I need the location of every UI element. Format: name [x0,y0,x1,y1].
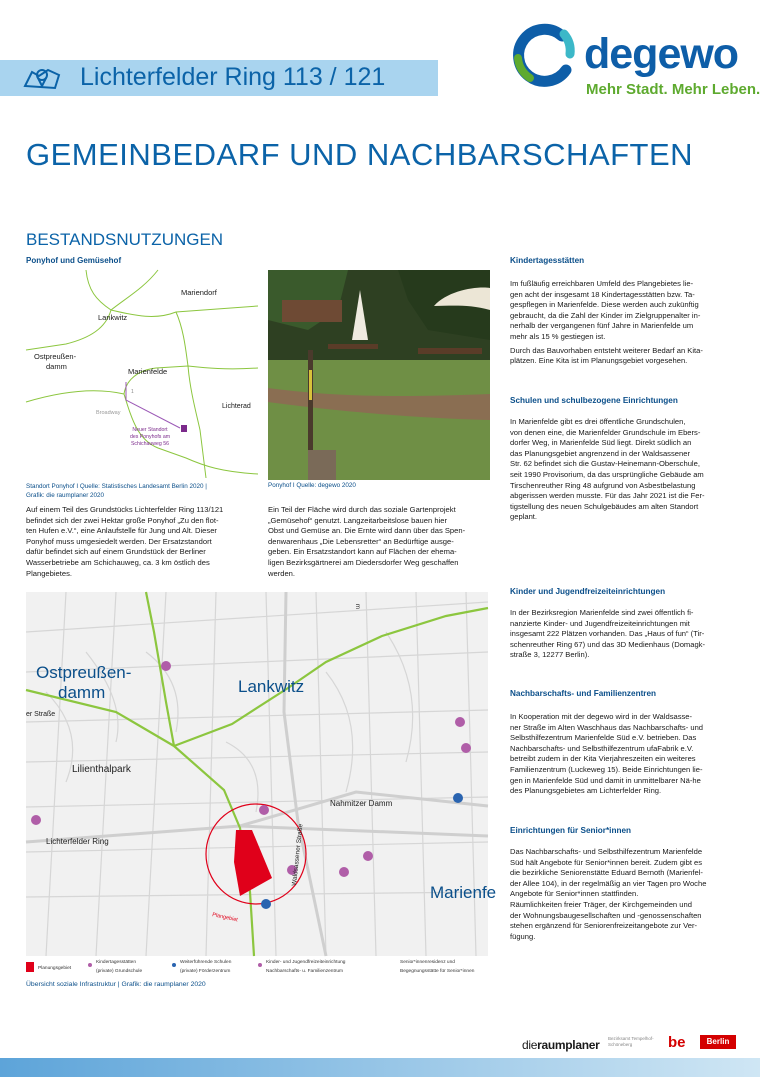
logo-tagline: Mehr Stadt. Mehr Leben. [586,81,760,98]
map-label-broadway: Broadway [96,410,121,416]
nachbar-text: In Kooperation mit der degewo wird in der Waldsasse- ner Straße im Alten Waschhaus das Nachbarschafts- und Selbsthilfezentrum Marienfelde Süd e.V. betrieben. Das Nachbarschafts- und Selbsthilfezentrum ufaFabrik e.V. betreibt zudem in der Kita Vierjahreszeiten ein weiteres Familienzentrum (Luckeweg 15). Beide Einrichtungen lie- gen in Marienfelde Süd und damit in unmittelbarer Nä-he des Planungsgebietes am Lichterfelder Ring. [510,712,704,796]
schulen-heading: Schulen und schulbezogene Einrichtungen [510,396,678,405]
schulen-text: In Marienfelde gibt es drei öffentliche Grundschulen, von denen eine, die Marienfelder Grundschule im Ebers- dorfer Weg, in Marienfelde Süd liegt. Direkt südlich an das Planungsgebiet angrenzend in der Waldsassener Str. 62 befindet sich die Gustav-Heinemann-Oberschule, seit 1990 Provisorium, da das ursprüngliche Gebäude am Tirschenreuther Ring 48 aufgrund von Asbestbelastung abgerissen werden musste. Für das Jahr 2021 ist die Fer- tigstellung des neuen Schulgebäudes am alten Standort geplant. [510,417,705,522]
map-label-ostpreussendamm-1: Ostpreußen- [34,352,77,361]
ponyhof-photo [268,270,490,480]
legend-schulen-2: (private) Förderzentrum [180,969,231,974]
map-label-mariendorf: Mariendorf [181,288,217,297]
bigmap-label-top: m [354,604,360,609]
jugend-heading: Kinder und Jugendfreizeiteinrichtungen [510,587,666,596]
bigmap-label-waldsassener: Waldsassener Straße [291,823,305,887]
legend-senior-1: Senior*innenresidenz und [400,960,455,965]
neuer-standort-label-1: Neuer Standort [132,427,168,433]
ponyhof-text-left: Auf einem Teil des Grundstücks Lichterfelder Ring 113/121 befindet sich der zwei Hektar große Ponyhof „Zu den flot- ten Hufen e.V.“, eine Anlaufstelle für Jung und Alt. Dieser Ponyhof muss umgesiedelt werden. Der Ersatzstandort dafür befindet sich auf einem Grundstück der Berliner Wasserbetriebe am Schichauweg, ca. 3 km östlich des Plangebietes. [26,505,224,578]
main-title: GEMEINBEDARF UND NACHBARSCHAFTEN [26,137,694,172]
bigmap-label-lichterfelder-ring: Lichterfelder Ring [46,837,109,846]
raumplaner-logo: dieraumplaner [522,1038,600,1052]
legend-youth-icon [258,963,262,967]
degewo-logo-icon [510,24,578,88]
legend-plangebiet-swatch [26,962,34,972]
legend-kita-icon [88,963,92,967]
map-label-lankwitz: Lankwitz [98,313,128,322]
bigmap-label-plangebiet: Plangebiet [211,912,239,924]
legend-kita-2: (private) Grundschule [96,969,143,974]
ponyhof-location-map [26,270,258,480]
map-legend [26,958,496,980]
senior-text: Das Nachbarschafts- und Selbsthilfezentrum Marienfelde Süd hält Angebote für Senior*innen bereit. Zudem gibt es die bezirkliche Seniorenstätte Eduard Bernoth (Marienfel- der Allee 104), in der regelmäßig an vier Tagen pro Woche Angebote für Senior*innen stattfinden. Räumlichkeiten freier Träger, der Kirchgemeinden und der Wohnungsbaugesellschaften und -genossenschaften stehen ergänzend für Seniorenfreizeitangebote zur Ver- fügung. [510,847,707,941]
be-berlin-logo: be [668,1034,686,1051]
ponyhof-photo-caption: Ponyhof I Quelle: degewo 2020 [268,482,356,489]
legend-plangebiet: Planungsgebiet [38,966,72,971]
bigmap-label-lilienthalpark: Lilienthalpark [72,764,131,775]
ponyhof-heading: Ponyhof und Gemüsehof [26,256,122,265]
social-infrastructure-map [26,592,497,956]
bigmap-label-nahmitzer: Nahmitzer Damm [330,799,393,808]
map-label-lichterade: Lichterad [222,403,251,410]
neuer-standort-label-3: Schichauweg 56 [130,441,170,447]
legend-school-icon [172,963,176,967]
ponyhof-map-caption: Standort Ponyhof I Quelle: Statistisches Landesamt Berlin 2020 | Grafik: die raumplaner 2020 [26,483,207,499]
kita-heading: Kindertagesstätten [510,256,585,265]
logo-wordmark: degewo [584,30,739,78]
nachbar-heading: Nachbarschafts- und Familienzentren [510,689,657,698]
footer-bar [0,1058,760,1077]
project-title: Lichterfelder Ring 113 / 121 [80,63,386,91]
location-map-icon [22,64,62,92]
legend-schulen-1: Weiterführende Schulen [180,960,232,965]
legend-jugend-2: Nachbarschafts- u. Familienzentrum [266,969,344,974]
neuer-standort-label-2: des Ponyhofs am [129,434,171,440]
bigmap-label-strasse: er Straße [26,711,56,718]
bigmap-label-marienfe: Marienfe [430,883,497,902]
title-banner [0,60,438,96]
bigmap-caption: Übersicht soziale Infrastruktur | Grafik: die raumplaner 2020 [26,981,206,988]
jugend-text: In der Bezirksregion Marienfelde sind zwei öffentlich fi- nanzierte Kinder- und Jugendfreizeiteinrichtungen mit insgesamt 222 Plätzen vorhanden. Das „Haus of fun“ (Tir- schenreuther Ring 67) und das 3D Medienhaus (Domagk- straße 3, 12277 Berlin). [510,608,706,660]
bigmap-label-lankwitz: Lankwitz [238,677,305,696]
ponyhof-text-right: Ein Teil der Fläche wird durch das soziale Gartenprojekt „Gemüsehof“ genutzt. Langzeitarbeitslose bauen hier Obst und Gemüse an. Die Ernte wird dann über das Spen- denwarenhaus „Die Lebensretter“ an Bedürftige ausge- geben. Ein Ersatzstandort kann auf Flächen der ehema- ligen Bezirksgärtnerei am Diedersdorfer Weg geschaffen werden. [268,505,466,578]
legend-senior-2: Begegnungsstätte für Senior*innen [400,969,475,974]
legend-jugend-1: Kinder- und Jugendfreizeiteinrichtung [266,960,346,965]
bigmap-label-ostpreussendamm-2: damm [58,683,106,702]
senior-heading: Einrichtungen für Senior*innen [510,826,631,835]
legend-kita-1: Kindertagesstätten [96,960,137,965]
map-label-marienfelde: Marienfelde [128,367,168,376]
bezirksamt-logo: Bezirksamt Tempelhof-Schöneberg [608,1036,654,1047]
berlin-badge: Berlin [700,1035,736,1049]
map-label-ostpreussendamm-2: damm [46,362,67,371]
bigmap-label-ostpreussendamm-1: Ostpreußen- [36,663,132,682]
kita-text: Im fußläufig erreichbaren Umfeld des Plangebietes lie- gen acht der insgesamt 18 Kindertagesstätten bzw. Ta- gespflegen in Marienfelde. Diese werden auch zukünftig gebraucht, da die Zahl der Kinder im Zielgruppenalter in- nerhalb der vergangenen fünf Jahre in Marienfelde um mehr als 15 % gestiegen ist. Durch das Bauvorhaben entsteht weiterer Bedarf an Kita- plätzen. Eine Kita ist im Planungsgebiet vorgesehen. [510,279,703,366]
svg-text:1: 1 [131,389,134,395]
section-title: BESTANDSNUTZUNGEN [26,230,224,249]
